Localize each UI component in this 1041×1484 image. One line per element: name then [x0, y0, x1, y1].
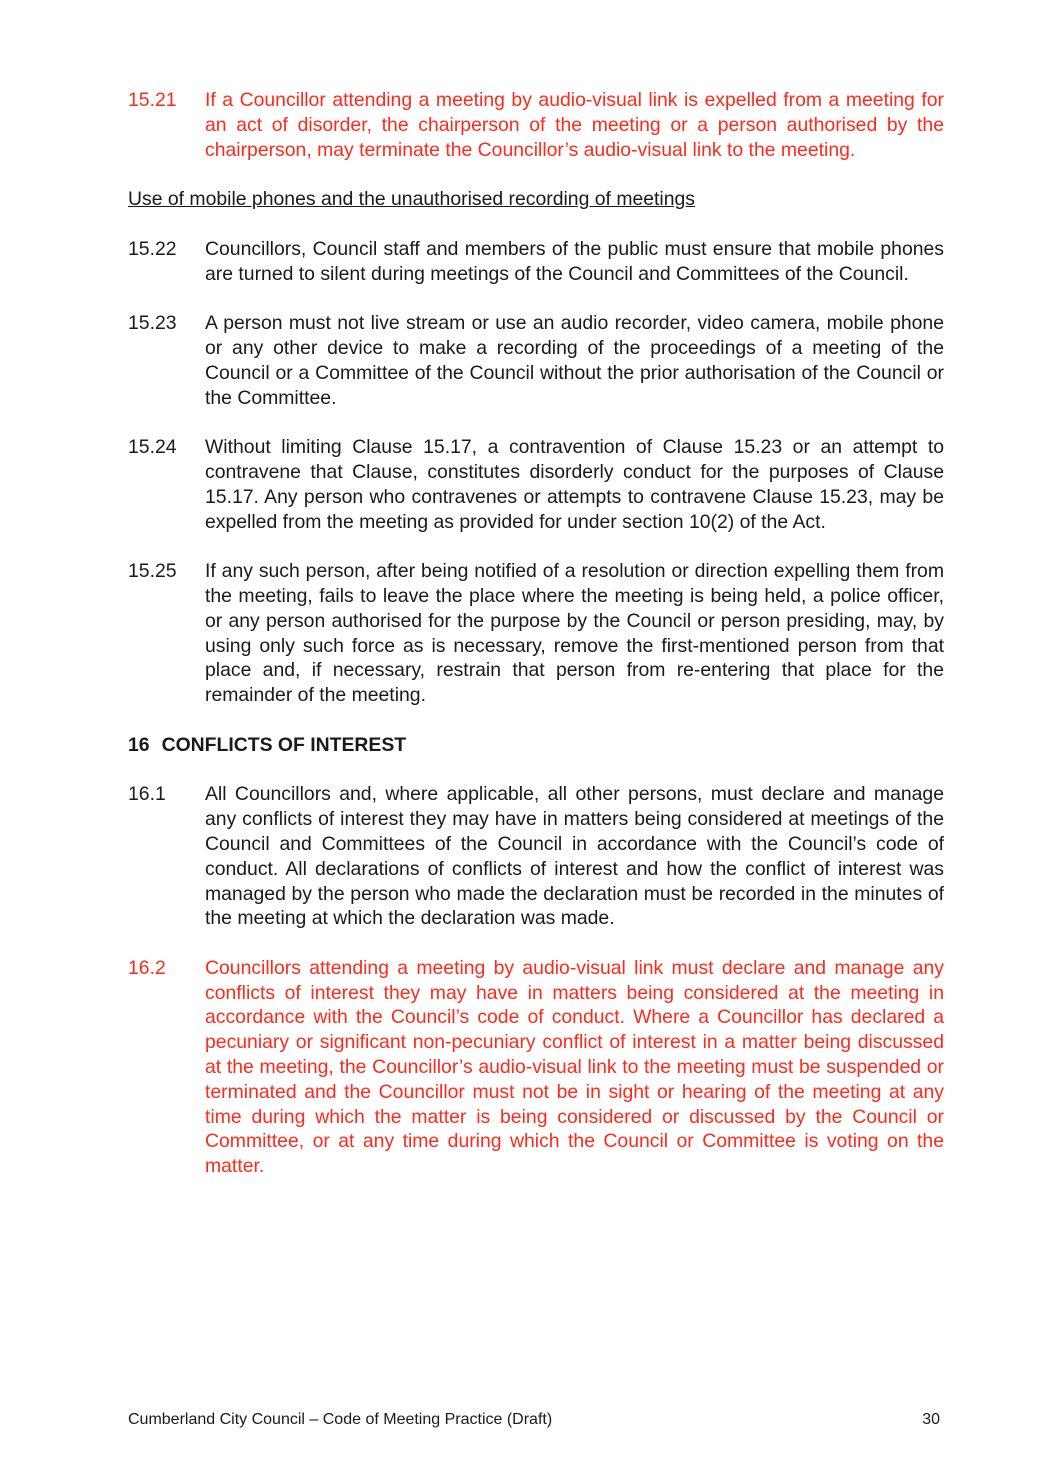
clause-number: 15.21 [128, 89, 177, 111]
clause-15-23 [128, 311, 944, 410]
clause-number: 16.2 [128, 956, 166, 979]
clause-15-22 [128, 237, 944, 287]
section-title: CONFLICTS OF INTEREST [161, 733, 407, 756]
section-heading [128, 733, 944, 758]
clause-number: 15.23 [128, 312, 177, 335]
page-footer [128, 1410, 940, 1430]
footer-document-title: Cumberland City Council – Code of Meeting Practice (Draft) [128, 1411, 553, 1428]
clause-15-21 [128, 88, 944, 162]
clause-16-1 [128, 782, 944, 931]
page-number: 30 [922, 1411, 940, 1428]
clause-text: Councillors attending a meeting by audio-visual link must declare and manage any conflicts of interest they may have in matters being considered at the meeting in accordance with the Council’s code of conduct. Where a Councillor has declared a pecuniary or significant non-pecuniary conflict of interest in a matter being discussed at the meeting, the Councillor’s audio-visual link to the meeting must be suspended or terminated and the Councillor must not be in sight or hearing of the meeting at any time during which the matter is being considered or discussed by the Council or Committee, or at any time during which the Council or Committee is voting on the matter. [205, 956, 944, 1178]
clause-text: All Councillors and, where applicable, all other persons, must declare and manage any conflicts of interest they may have in matters being considered at meetings of the Council and Committees of the Council in accordance with the Council’s code of conduct. All declarations of conflicts of interest and how the conflict of interest was managed by the person who made the declaration must be recorded in the minutes of the meeting at which the declaration was made. [205, 783, 944, 930]
clause-text: A person must not live stream or use an audio recorder, video camera, mobile phone or any other device to make a recording of the proceedings of a meeting of the Council or a Committee of the Council without the prior authorisation of the Council or the Committee. [205, 312, 944, 409]
clause-number: 16.1 [128, 783, 166, 806]
clause-number: 15.25 [128, 560, 177, 583]
clause-number: 15.24 [128, 436, 177, 459]
clause-text: If a Councillor attending a meeting by audio-visual link is expelled from a meeting for an act of disorder, the chairperson of the meeting or a person authorised by the chairperson, may terminate the Councillor’s audio-visual link to the meeting. [205, 89, 944, 161]
clause-16-2 [128, 956, 944, 1179]
page-content [128, 88, 944, 1204]
clause-text: If any such person, after being notified of a resolution or direction expelling them from the meeting, fails to leave the place where the meeting is being held, a police officer, or any person authorised for the purpose by the Council or person presiding, may, by using only such force as is necessary, remove the first-mentioned person from that place and, if necessary, restrain that person from re-entering that place for the remainder of the meeting. [205, 560, 944, 707]
clause-text: Councillors, Council staff and members of the public must ensure that mobile phones are turned to silent during meetings of the Council and Committees of the Council. [205, 237, 944, 285]
clause-15-25 [128, 559, 944, 708]
subheading: Use of mobile phones and the unauthorised recording of meetings [128, 188, 695, 211]
clause-15-24 [128, 435, 944, 534]
clause-text: Without limiting Clause 15.17, a contravention of Clause 15.23 or an attempt to contravene that Clause, constitutes disorderly conduct for the purposes of Clause 15.17. Any person who contravenes or attempts to contravene Clause 15.23, may be expelled from the meeting as provided for under section 10(2) of the Act. [205, 436, 944, 533]
section-number: 16 [128, 733, 150, 756]
clause-number: 15.22 [128, 237, 177, 260]
